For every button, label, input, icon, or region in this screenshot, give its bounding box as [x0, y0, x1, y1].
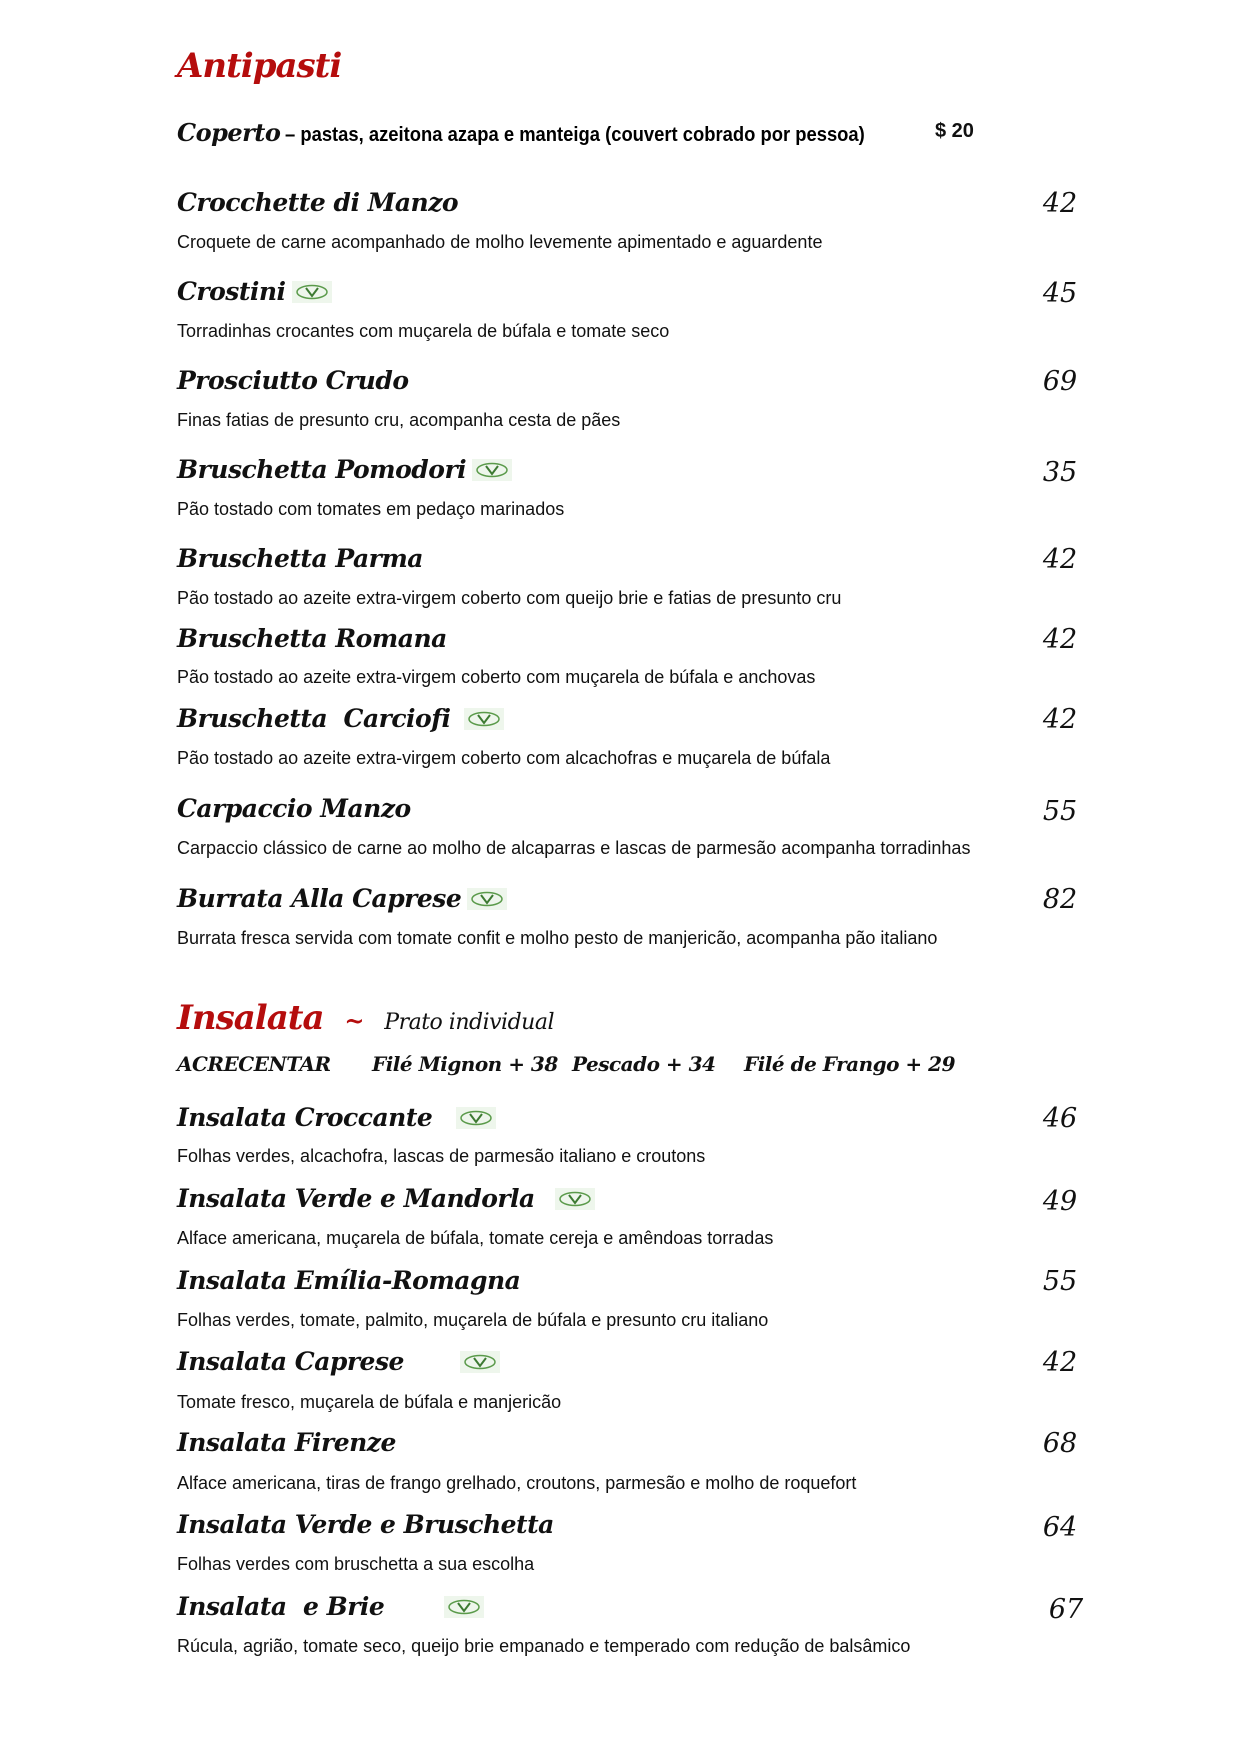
menu-item-name: Insalata Croccante	[177, 1103, 496, 1132]
menu-item-name: Insalata Firenze	[177, 1428, 396, 1457]
menu-item-name: Insalata Caprese	[177, 1347, 500, 1376]
menu-item-name: Crostini	[177, 277, 332, 306]
menu-item-description: Torradinhas crocantes com muçarela de búfala e tomate seco	[177, 321, 670, 341]
vegetarian-icon	[464, 708, 504, 730]
insalata-title: Insalata	[177, 998, 324, 1038]
coperto-name: Coperto	[177, 118, 281, 147]
section-title-insalata	[177, 998, 554, 1038]
menu-item-description: Tomate fresco, muçarela de búfala e manjericão	[177, 1392, 562, 1412]
menu-item-description: Folhas verdes, tomate, palmito, muçarela de búfala e presunto cru italiano	[177, 1310, 769, 1330]
section-title-antipasti: Antipasti	[177, 46, 342, 86]
addon-option: Filé Mignon + 38	[372, 1052, 558, 1076]
menu-item-price: 35	[1042, 457, 1078, 488]
addon-option: Filé de Frango + 29	[744, 1052, 955, 1076]
menu-item-price: 64	[1042, 1512, 1078, 1543]
menu-item-name: Burrata Alla Caprese	[177, 884, 507, 913]
coperto-price: $ 20	[935, 120, 974, 142]
menu-item-price: 55	[1042, 796, 1078, 827]
menu-item-name: Bruschetta Parma	[177, 544, 424, 573]
menu-item-name: Carpaccio Manzo	[177, 794, 411, 823]
menu-item-price: 42	[1042, 1347, 1078, 1378]
menu-item-price: 67	[1048, 1594, 1084, 1625]
title-separator: ~	[344, 1006, 364, 1035]
menu-item-price: 49	[1042, 1186, 1078, 1217]
vegetarian-icon	[472, 459, 512, 481]
menu-item-name: Bruschetta Romana	[177, 624, 447, 653]
menu-item-name: Crocchette di Manzo	[177, 188, 459, 217]
menu-item-description: Alface americana, tiras de frango grelhado, croutons, parmesão e molho de roquefort	[177, 1473, 857, 1493]
addons-label: ACRECENTAR	[177, 1052, 331, 1076]
vegetarian-icon	[467, 888, 507, 910]
menu-item-price: 69	[1042, 366, 1078, 397]
menu-item-name: Insalata Verde e Mandorla	[177, 1184, 595, 1213]
menu-item-price: 55	[1042, 1266, 1078, 1297]
menu-item-price: 42	[1042, 188, 1078, 219]
menu-item-description: Pão tostado com tomates em pedaço marinados	[177, 499, 565, 519]
vegetarian-icon	[444, 1596, 484, 1618]
menu-item-description: Croquete de carne acompanhado de molho levemente apimentado e aguardente	[177, 232, 823, 252]
menu-item-name: Insalata Verde e Bruschetta	[177, 1510, 554, 1539]
menu-item-price: 82	[1042, 884, 1078, 915]
menu-item-description: Folhas verdes, alcachofra, lascas de parmesão italiano e croutons	[177, 1146, 706, 1166]
vegetarian-icon	[460, 1351, 500, 1373]
menu-item-name: Bruschetta Carciofi	[177, 704, 504, 733]
menu-item-name: Insalata e Brie	[177, 1592, 484, 1621]
menu-item-name: Bruschetta Pomodori	[177, 455, 512, 484]
menu-item-price: 42	[1042, 704, 1078, 735]
vegetarian-icon	[456, 1107, 496, 1129]
coperto-description: – pastas, azeitona azapa e manteiga (couvert cobrado por pessoa)	[285, 124, 866, 146]
menu-item-description: Pão tostado ao azeite extra-virgem coberto com muçarela de búfala e anchovas	[177, 667, 816, 687]
menu-item-price: 42	[1042, 624, 1078, 655]
menu-item-price: 68	[1042, 1428, 1078, 1459]
menu-item-price: 45	[1042, 278, 1078, 309]
menu-item-description: Pão tostado ao azeite extra-virgem coberto com alcachofras e muçarela de búfala	[177, 748, 831, 768]
menu-item-description: Burrata fresca servida com tomate confit e molho pesto de manjericão, acompanha pão italiano	[177, 928, 938, 948]
vegetarian-icon	[555, 1188, 595, 1210]
coperto-line	[177, 118, 974, 147]
menu-item-description: Pão tostado ao azeite extra-virgem coberto com queijo brie e fatias de presunto cru	[177, 588, 842, 608]
menu-item-name: Prosciutto Crudo	[177, 366, 409, 395]
menu-item-description: Finas fatias de presunto cru, acompanha cesta de pães	[177, 410, 621, 430]
menu-item-price: 46	[1042, 1103, 1078, 1134]
insalata-subtitle: Prato individual	[384, 1010, 554, 1035]
menu-item-description: Carpaccio clássico de carne ao molho de alcaparras e lascas de parmesão acompanha torradinhas	[177, 838, 971, 858]
vegetarian-icon	[292, 281, 332, 303]
menu-item-description: Alface americana, muçarela de búfala, tomate cereja e amêndoas torradas	[177, 1228, 774, 1248]
menu-item-description: Rúcula, agrião, tomate seco, queijo brie empanado e temperado com redução de balsâmico	[177, 1636, 911, 1656]
menu-item-name: Insalata Emília-Romagna	[177, 1266, 521, 1295]
menu-item-price: 42	[1042, 544, 1078, 575]
menu-item-description: Folhas verdes com bruschetta a sua escolha	[177, 1554, 535, 1574]
addon-option: Pescado + 34	[572, 1052, 716, 1076]
